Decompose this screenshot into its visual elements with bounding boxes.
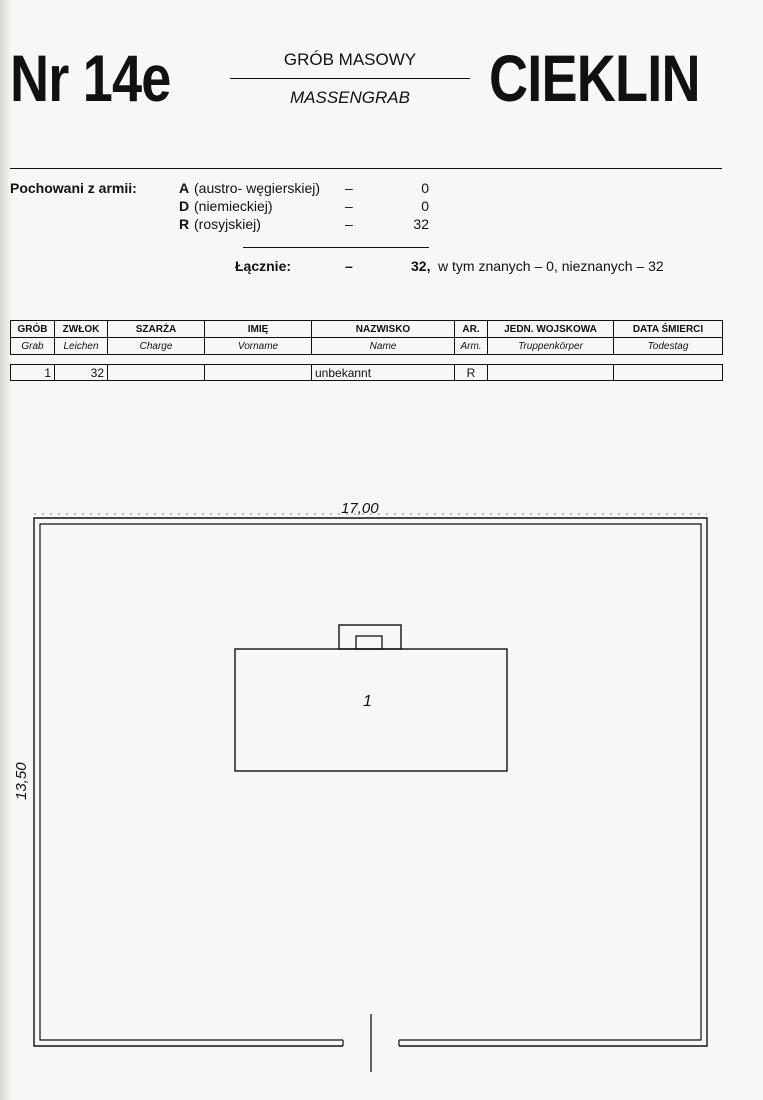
cemetery-wall-outer (34, 518, 707, 1046)
army-dash-r: – (345, 216, 353, 232)
cell-army: R (455, 365, 488, 381)
grave-type-polish: GRÓB MASOWY (283, 50, 417, 69)
cemetery-wall-inner (40, 524, 701, 1040)
header-grave-de: Grab (11, 338, 55, 355)
header-rank: SZARŻA (108, 321, 205, 338)
armies-label: Pochowani z armii: (10, 180, 137, 196)
header-grave: GRÓB (11, 321, 55, 338)
cell-grave: 1 (11, 365, 55, 381)
height-dimension-label: 13,50 (13, 762, 30, 800)
total-dash: – (345, 258, 353, 274)
monument-cross (356, 636, 382, 649)
header-first-name: IMIĘ (205, 321, 312, 338)
header-surname-de: Name (312, 338, 455, 355)
total-count: 32, (411, 258, 431, 274)
grave-type-german: MASSENGRAB (290, 88, 410, 107)
army-count-r: 32 (413, 216, 429, 232)
record-number: Nr 14e (10, 41, 171, 115)
army-name-r: (rosyjskiej) (194, 216, 261, 232)
header-death-date-de: Todestag (614, 338, 723, 355)
monument-base (339, 625, 401, 649)
grave-number-label: 1 (363, 693, 372, 710)
header-unit-de: Truppenkörper (488, 338, 614, 355)
header-death-date: DATA ŚMIERCI (614, 321, 723, 338)
header-surname: NAZWISKO (312, 321, 455, 338)
width-dimension-label: 17,00 (341, 500, 379, 517)
army-name-a: (austro- węgierskiej) (194, 180, 321, 196)
place-name: CIEKLIN (489, 41, 700, 115)
header-bodies: ZWŁOK (55, 321, 108, 338)
cell-bodies: 32 (55, 365, 108, 381)
army-code-a: A (179, 180, 190, 196)
header-unit: JEDN. WOJSKOWA (488, 321, 614, 338)
total-label: Łącznie: (235, 258, 292, 274)
army-dash-d: – (345, 198, 353, 214)
army-name-d: (niemieckiej) (194, 198, 273, 214)
header-rank-de: Charge (108, 338, 205, 355)
header-army-de: Arm. (455, 338, 488, 355)
army-dash-a: – (345, 180, 353, 196)
army-code-r: R (179, 216, 190, 232)
army-count-a: 0 (421, 180, 429, 196)
header-first-name-de: Vorname (205, 338, 312, 355)
cell-surname: unbekannt (312, 365, 455, 381)
army-code-d: D (179, 198, 190, 214)
army-count-d: 0 (421, 198, 429, 214)
header-bodies-de: Leichen (55, 338, 108, 355)
total-breakdown: w tym znanych – 0, nieznanych – 32 (438, 258, 664, 274)
header-army: AR. (455, 321, 488, 338)
